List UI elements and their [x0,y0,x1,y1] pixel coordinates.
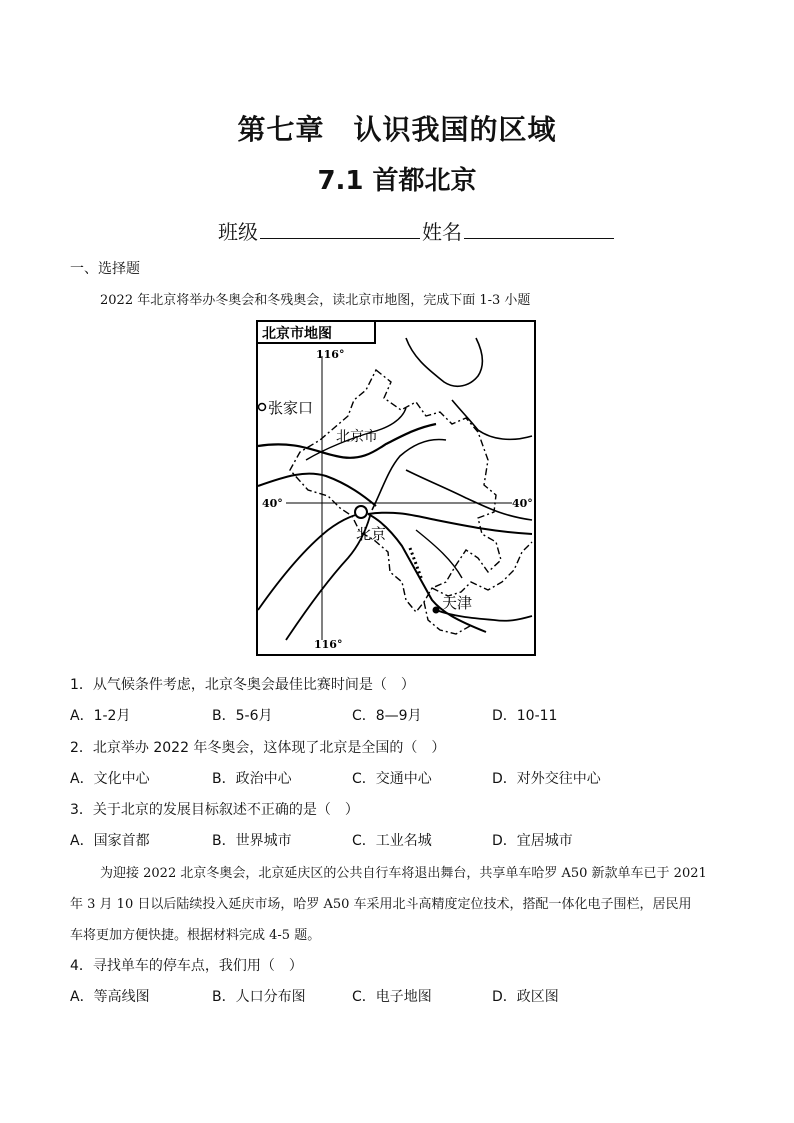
q3-option-a[interactable]: A．国家首都 [70,833,150,849]
label-beijing-city: 北京市 [336,429,378,445]
q1-option-b[interactable]: B．5-6月 [212,708,273,724]
label-beijing: 北京 [356,525,387,543]
q4-option-d[interactable]: D．政区图 [492,989,559,1005]
passage-line-2: 年 3 月 10 日以后陆续投入延庆市场，哈罗 A50 车采用北斗高精度定位技术，搭配一体化电子围栏，居民用 [70,897,692,912]
passage-line-3: 车将更加方便快捷。根据材料完成 4-5 题。 [70,928,321,943]
q2-option-b[interactable]: B．政治中心 [212,771,292,787]
q3-option-c[interactable]: C．工业名城 [352,833,432,849]
question-4: 4．寻找单车的停车点，我们用（ ） [70,958,303,974]
intro-text: 2022 年北京将举办冬奥会和冬残奥会，读北京市地图，完成下面 1-3 小题 [100,293,531,308]
q1-option-a[interactable]: A．1-2月 [70,708,131,724]
question-1: 1．从气候条件考虑，北京冬奥会最佳比赛时间是（ ） [70,677,415,693]
q2-option-a[interactable]: A．文化中心 [70,771,150,787]
lat-label-right: 40° [512,497,533,510]
class-label: 班级 [218,220,258,244]
q3-option-d[interactable]: D．宜居城市 [492,833,573,849]
map-svg [256,320,536,656]
label-tianjin: 天津 [442,594,473,612]
q4-option-c[interactable]: C．电子地图 [352,989,432,1005]
name-blank[interactable] [464,220,614,239]
question-3: 3．关于北京的发展目标叙述不正确的是（ ） [70,802,359,818]
map-title: 北京市地图 [262,326,332,342]
q4-option-b[interactable]: B．人口分布图 [212,989,306,1005]
lon-label-top: 116° [316,348,345,361]
q1-option-c[interactable]: C．8—9月 [352,708,422,724]
lon-label-bottom: 116° [314,638,343,651]
question-2: 2．北京举办 2022 年冬奥会，这体现了北京是全国的（ ） [70,740,446,756]
passage-line-1: 为迎接 2022 北京冬奥会，北京延庆区的公共自行车将退出舞台，共享单车哈罗 A50 新款单车已于 2021 [100,866,707,881]
class-blank[interactable] [260,220,420,239]
q3-option-b[interactable]: B．世界城市 [212,833,292,849]
lat-label-left: 40° [262,497,283,510]
section-heading: 一、选择题 [70,261,140,277]
q2-option-d[interactable]: D．对外交往中心 [492,771,601,787]
q4-option-a[interactable]: A．等高线图 [70,989,150,1005]
q2-option-c[interactable]: C．交通中心 [352,771,432,787]
page-title: 第七章 认识我国的区域 [237,113,557,146]
q1-option-d[interactable]: D．10-11 [492,708,558,724]
name-label: 姓名 [422,220,462,244]
page-subtitle: 7.1 首都北京 [317,166,477,196]
beijing-map [256,320,536,656]
label-zhangjiakou: 张家口 [268,399,314,417]
name-line [218,216,616,245]
